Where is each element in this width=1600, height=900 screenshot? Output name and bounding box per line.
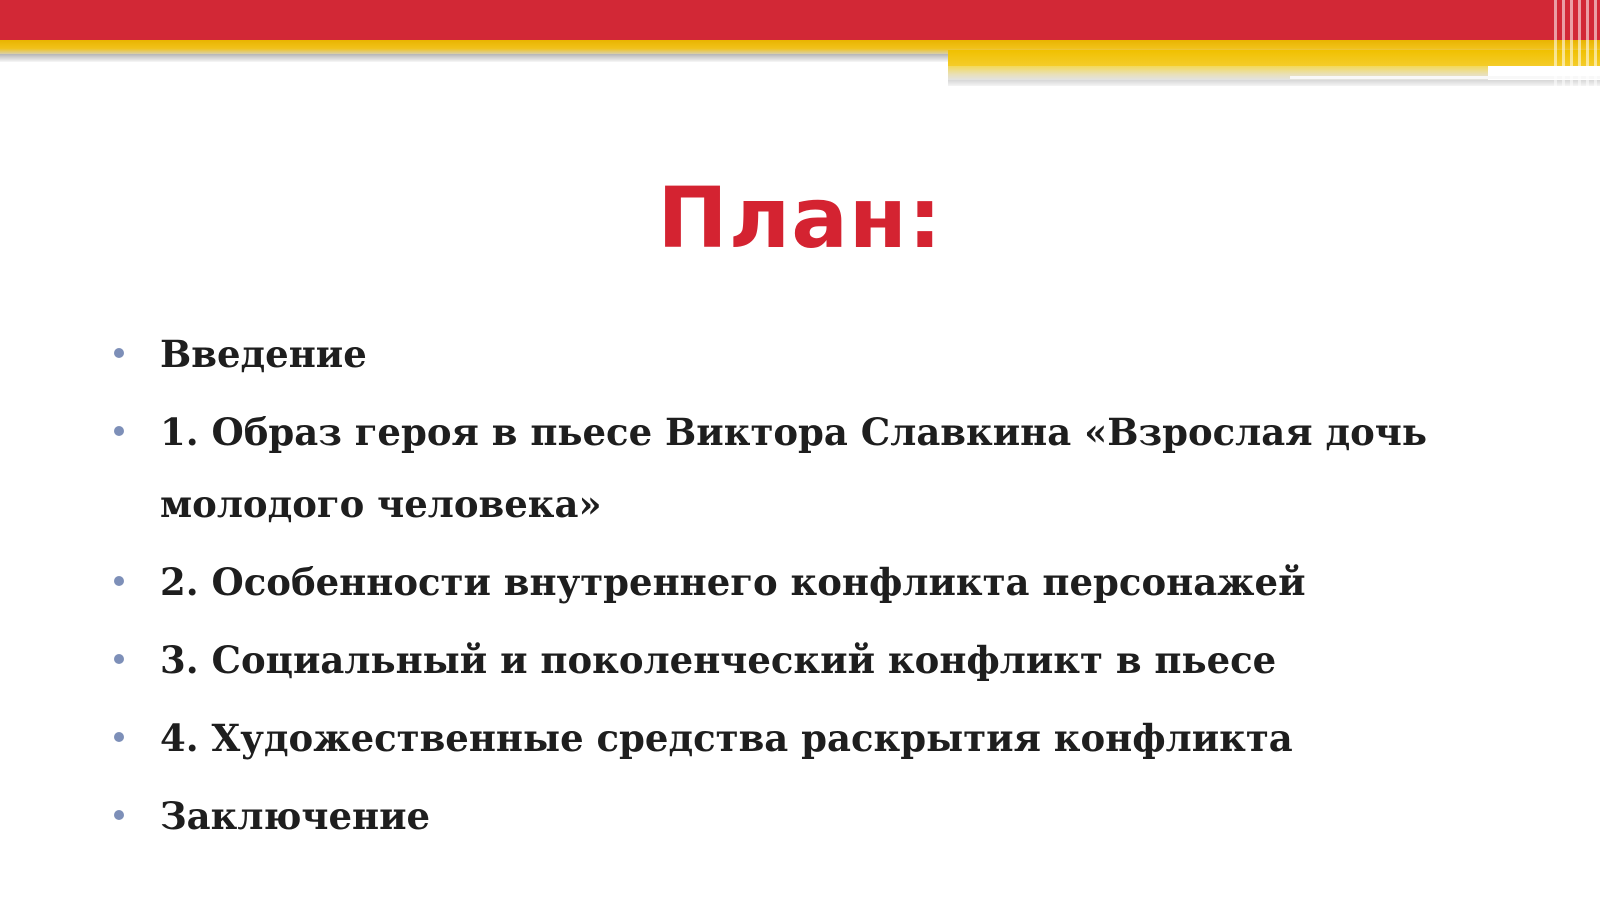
header-right-stripes xyxy=(1554,0,1600,86)
bullet-icon xyxy=(114,576,124,586)
list-item-text: Заключение xyxy=(160,794,431,838)
list-item-text: 2. Особенности внутреннего конфликта персонажей xyxy=(160,560,1306,604)
slide-title: План: xyxy=(657,169,943,267)
header-thin-gray-band xyxy=(948,80,1600,86)
list-item xyxy=(110,546,1530,618)
list-item xyxy=(110,396,1530,540)
list-item-text: 3. Социальный и поколенческий конфликт в пьесе xyxy=(160,638,1277,682)
list-item xyxy=(110,624,1530,696)
bullet-icon xyxy=(114,654,124,664)
list-item-text: 4. Художественные средства раскрытия конфликта xyxy=(160,716,1293,760)
list-item xyxy=(110,702,1530,774)
list-item-text: Введение xyxy=(160,332,367,376)
bullet-icon xyxy=(114,732,124,742)
bullet-icon xyxy=(114,348,124,358)
header-band-shadow xyxy=(0,54,950,62)
list-item-text: 1. Образ героя в пьесе Виктора Славкина «Взрослая дочь молодого человека» xyxy=(160,410,1427,526)
header-red-band xyxy=(0,0,1600,40)
plan-list xyxy=(110,318,1530,858)
header-yellow-band-right xyxy=(948,50,1600,66)
list-item xyxy=(110,780,1530,852)
bullet-icon xyxy=(114,426,124,436)
list-item xyxy=(110,318,1530,390)
bullet-icon xyxy=(114,810,124,820)
